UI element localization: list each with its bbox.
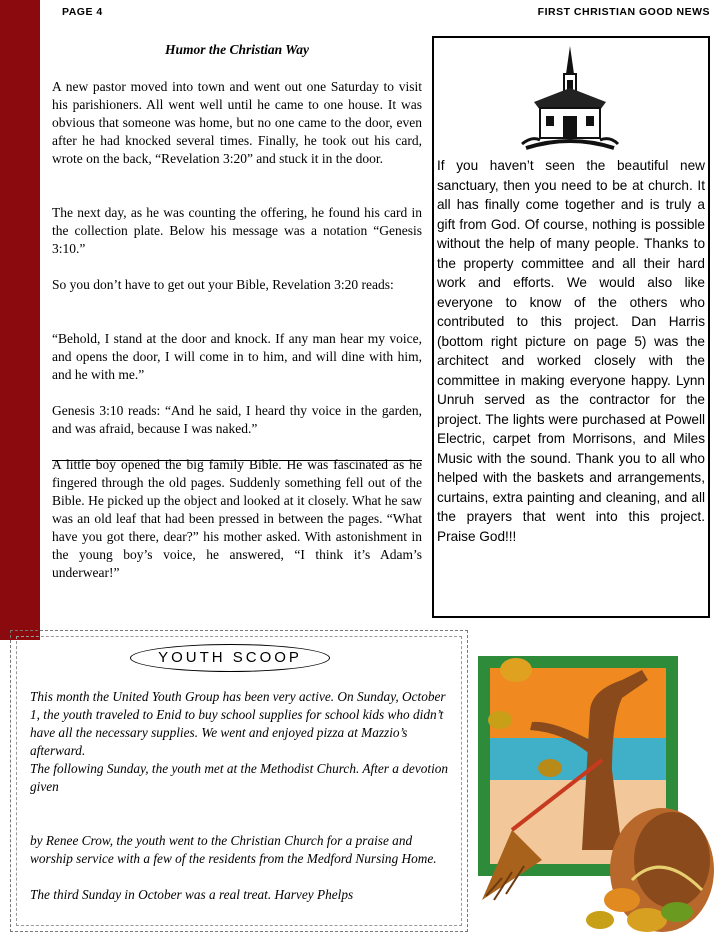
- page-number: PAGE 4: [62, 6, 103, 18]
- humor-article-title: Humor the Christian Way: [165, 42, 309, 57]
- newsletter-title: FIRST CHRISTIAN GOOD NEWS: [537, 6, 710, 18]
- humor-paragraph-1: A new pastor moved into town and went out one Saturday to visit his parishioners. All went well until he came to one house. It was obvious that someone was home, but no one came to the door, even after he had knocked several times. Finally, he took out his card, wrote on the back, “Revelation 3:20” and stuck it in the door.: [52, 79, 422, 166]
- humor-paragraph-2: The next day, as he was counting the offering, he found his card in the collection plate. Below his message was a notation “Genesis 3:10.”: [52, 205, 422, 256]
- sanctuary-text: If you haven’t seen the beautiful new sanctuary, then you need to be at church. It all has finally come together and is truly a gift from God. Of course, nothing is possible without the help of many people. Thanks to the property committee and all their hard work and efforts. We would also like everyone to know of the others who contributed to this project. Dan Harris (bottom right picture on page 5) was the architect and worked closely with the committee in making everyone happy. Lynn Unruh served as the contractor for the project. The lights were purchased at Powell Electric, carpet from Morrisons, and Miles Music with the sound. Thank you to all who helped with the baskets and arrangements, curtains, extra painting and cleaning, and all the prayers that went into this project. Praise God!!!: [437, 158, 705, 544]
- youth-scoop-title: YOUTH SCOOP: [130, 644, 330, 672]
- page-edge-band: [0, 0, 40, 640]
- youth-paragraph-2: The following Sunday, the youth met at the Methodist Church. After a devotion given: [30, 761, 449, 794]
- humor-paragraph-3: So you don’t have to get out your Bible, Revelation 3:20 reads:: [52, 277, 394, 292]
- page-edge-curve: [0, 0, 40, 640]
- youth-paragraph-3: by Renee Crow, the youth went to the Christian Church for a praise and worship service with a few of the residents from the Medford Nursing Home.: [30, 833, 437, 866]
- humor-paragraph-4: “Behold, I stand at the door and knock. If any man hear my voice, and opens the door, I will come in to him, and will dine with him, and he with me.”: [52, 331, 422, 382]
- autumn-image: [472, 650, 718, 940]
- church-image: [520, 44, 620, 150]
- humor-paragraph-5: Genesis 3:10 reads: “And he said, I heard thy voice in the garden, and was afraid, because I was naked.”: [52, 403, 422, 436]
- youth-paragraph-1: This month the United Youth Group has been very active. On Sunday, October 1, the youth traveled to Enid to buy school supplies for school kids who didn’t have all the necessary supplies. We went and enjoyed pizza at Mazzio’s afterward.: [30, 689, 446, 758]
- youth-paragraph-4: The third Sunday in October was a real treat. Harvey Phelps: [30, 887, 354, 902]
- humor-paragraph-6: A little boy opened the big family Bible. He was fascinated as he fingered through the old pages. Suddenly something fell out of the Bible. He picked up the object and looked at it closely. What he saw was an old leaf that had been pressed in between the pages. “What have you got there, dear?” his mother asked. With astonishment in the young boy’s voice, he answered, “I think it’s Adam’s underwear!”: [52, 457, 422, 580]
